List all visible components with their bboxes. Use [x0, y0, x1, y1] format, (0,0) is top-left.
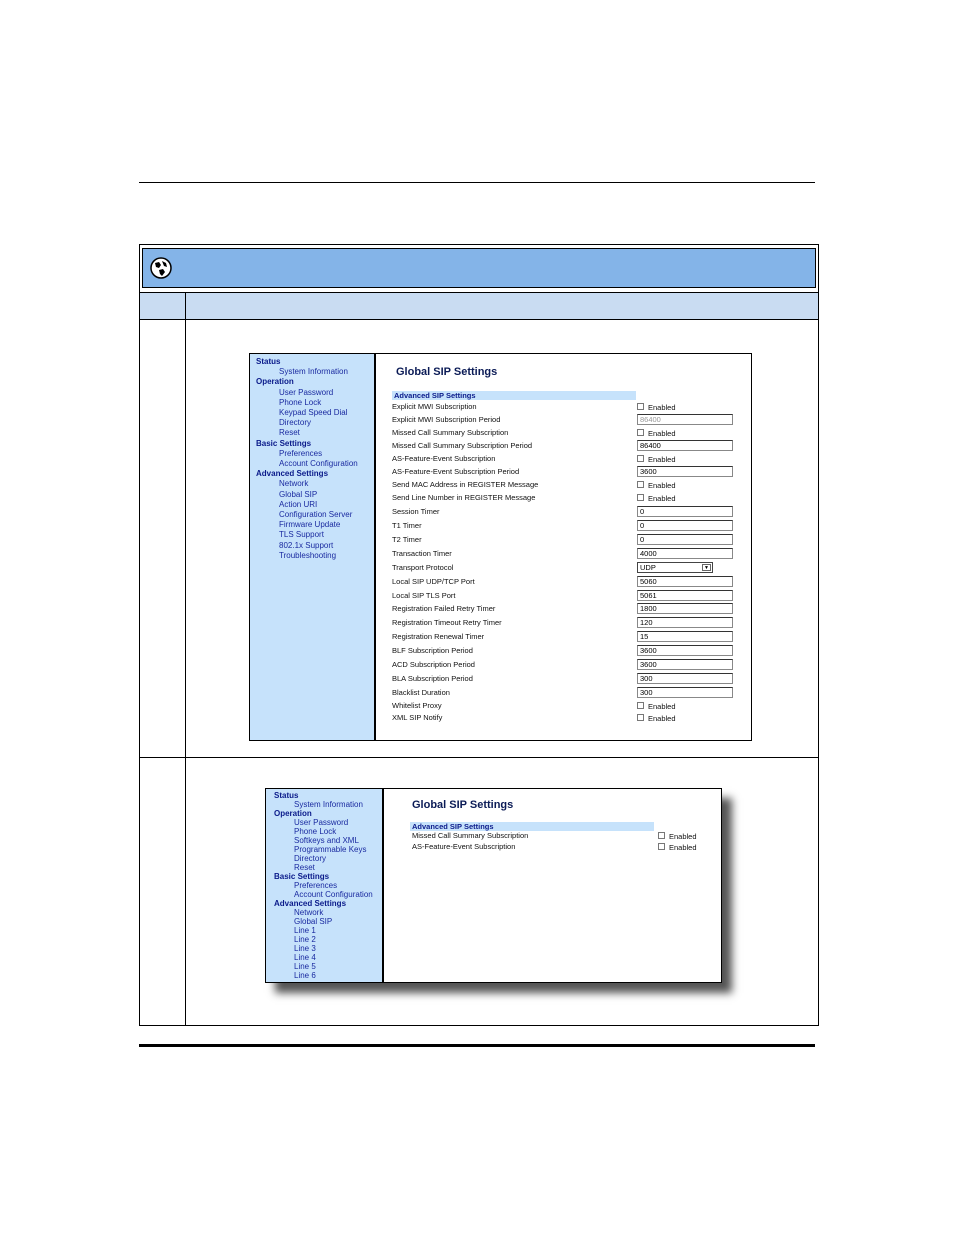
sidebar-item-reset[interactable]: Reset — [279, 428, 300, 438]
label-explicit-mwi-subscription-period: Explicit MWI Subscription Period — [392, 415, 501, 424]
sidebar-item-line-1[interactable]: Line 1 — [294, 926, 316, 935]
sidebar-item-action-uri[interactable]: Action URI — [279, 499, 318, 509]
sidebar-item-directory[interactable]: Directory — [279, 418, 312, 428]
sidebar-section-operation: Operation — [274, 809, 312, 818]
sidebar-item-reset[interactable]: Reset — [294, 863, 315, 872]
label-registration-renewal-timer: Registration Renewal Timer — [392, 632, 485, 641]
sidebar-item-programmable-keys[interactable]: Programmable Keys — [294, 845, 367, 854]
select-transport-protocol[interactable] — [637, 562, 713, 573]
sidebar-item-troubleshooting[interactable]: Troubleshooting — [279, 550, 337, 560]
label-local-sip-tls-port: Local SIP TLS Port — [392, 590, 456, 600]
column-header-row — [140, 292, 818, 320]
checkbox-send-line-number-in-register-message[interactable] — [637, 494, 644, 501]
table-header-band — [142, 248, 816, 288]
label-t2-timer: T2 Timer — [392, 534, 422, 544]
checkbox-label: Enabled — [669, 832, 697, 841]
input-t2-timer[interactable]: 0 — [637, 534, 733, 545]
input-registration-timeout-retry-timer[interactable]: 120 — [637, 617, 733, 628]
checkbox-label: Enabled — [669, 843, 697, 852]
checkbox-as-feature-event-subscription[interactable] — [637, 455, 644, 462]
sidebar-item-phone-lock[interactable]: Phone Lock — [294, 827, 337, 836]
label-registration-failed-retry-timer: Registration Failed Retry Timer — [392, 604, 496, 613]
sidebar-section-basic-settings: Basic Settings — [274, 872, 330, 881]
checkbox-xml-sip-notify[interactable] — [637, 714, 644, 721]
checkbox-label: Enabled — [648, 403, 676, 412]
sidebar-item-configuration-server[interactable]: Configuration Server — [279, 510, 353, 519]
row-divider — [140, 757, 818, 758]
input-registration-renewal-timer[interactable]: 15 — [637, 631, 733, 642]
sidebar-item-preferences[interactable]: Preferences — [279, 448, 323, 458]
checkbox-missed-call-summary-subscription[interactable] — [637, 429, 644, 436]
checkbox-as-feature-event-subscription[interactable] — [658, 843, 665, 850]
sidebar-section-advanced-settings: Advanced Settings — [256, 469, 329, 479]
label-whitelist-proxy: Whitelist Proxy — [392, 701, 442, 710]
label-missed-call-summary-subscription: Missed Call Summary Subscription — [412, 831, 529, 840]
checkbox-label: Enabled — [648, 429, 676, 438]
input-t1-timer[interactable]: 0 — [637, 520, 733, 531]
page-title: Global SIP Settings — [396, 366, 498, 378]
checkbox-label: Enabled — [648, 455, 676, 464]
page-title: Global SIP Settings — [412, 799, 514, 811]
sidebar-item-global-sip[interactable]: Global SIP — [279, 489, 318, 499]
sidebar-item-preferences[interactable]: Preferences — [294, 881, 338, 890]
input-local-sip-udp-tcp-port[interactable]: 5060 — [637, 576, 733, 587]
sidebar-item-line-4[interactable]: Line 4 — [294, 953, 316, 962]
input-bla-subscription-period[interactable]: 300 — [637, 673, 733, 684]
input-session-timer[interactable]: 0 — [637, 506, 733, 517]
label-send-line-number-in-register-message: Send Line Number in REGISTER Message — [392, 493, 536, 502]
input-acd-subscription-period[interactable]: 3600 — [637, 659, 733, 670]
sidebar-section-operation: Operation — [256, 377, 294, 387]
screenshot-global-sip-partial — [265, 788, 722, 983]
checkbox-label: Enabled — [648, 481, 676, 490]
settings-panel — [376, 354, 751, 740]
checkbox-label: Enabled — [648, 702, 676, 711]
label-as-feature-event-subscription: AS-Feature-Event Subscription — [392, 454, 496, 463]
sidebar-item-global-sip[interactable]: Global SIP — [294, 917, 333, 926]
sidebar-section-status: Status — [274, 791, 299, 800]
label-session-timer: Session Timer — [392, 506, 440, 516]
sidebar-item-softkeys-and-xml[interactable]: Softkeys and XML — [294, 836, 359, 845]
column-divider — [185, 292, 186, 1026]
input-blf-subscription-period[interactable]: 3600 — [637, 645, 733, 656]
label-blacklist-duration: Blacklist Duration — [392, 688, 450, 697]
sidebar-item-account-configuration[interactable]: Account Configuration — [279, 459, 358, 468]
sidebar-item-line-6[interactable]: Line 6 — [294, 971, 316, 980]
label-transaction-timer: Transaction Timer — [392, 548, 452, 558]
input-transaction-timer[interactable]: 4000 — [637, 548, 733, 559]
sidebar-item-tls-support[interactable]: TLS Support — [279, 530, 324, 540]
input-registration-failed-retry-timer[interactable]: 1800 — [637, 603, 733, 614]
sidebar-nav — [250, 354, 376, 740]
checkbox-whitelist-proxy[interactable] — [637, 702, 644, 709]
input-explicit-mwi-subscription-period: 86400 — [637, 414, 733, 425]
sidebar-item-phone-lock[interactable]: Phone Lock — [279, 397, 322, 407]
sidebar-section-advanced-settings: Advanced Settings — [274, 899, 347, 908]
input-missed-call-summary-subscription-period[interactable]: 86400 — [637, 440, 733, 451]
input-blacklist-duration[interactable]: 300 — [637, 687, 733, 698]
sidebar-nav — [266, 789, 384, 982]
sidebar-item-system-information[interactable]: System Information — [279, 367, 348, 377]
bottom-rule — [139, 1044, 815, 1047]
sidebar-item-802-1x-support[interactable]: 802.1x Support — [279, 540, 334, 550]
checkbox-explicit-mwi-subscription[interactable] — [637, 403, 644, 410]
sidebar-item-line-2[interactable]: Line 2 — [294, 935, 316, 944]
label-missed-call-summary-subscription-period: Missed Call Summary Subscription Period — [392, 441, 533, 450]
label-local-sip-udp-tcp-port: Local SIP UDP/TCP Port — [392, 576, 475, 586]
label-xml-sip-notify: XML SIP Notify — [392, 713, 443, 722]
sidebar-section-basic-settings: Basic Settings — [256, 438, 312, 448]
top-rule — [139, 182, 815, 183]
sidebar-item-directory[interactable]: Directory — [294, 854, 327, 863]
label-blf-subscription-period: BLF Subscription Period — [392, 646, 473, 655]
sidebar-item-user-password[interactable]: User Password — [294, 818, 349, 827]
label-registration-timeout-retry-timer: Registration Timeout Retry Timer — [392, 618, 502, 627]
label-explicit-mwi-subscription: Explicit MWI Subscription — [392, 402, 477, 411]
label-bla-subscription-period: BLA Subscription Period — [392, 674, 473, 683]
select-value: UDP — [640, 562, 656, 572]
sidebar-item-firmware-update[interactable]: Firmware Update — [279, 520, 341, 530]
globe-icon — [150, 257, 172, 279]
label-as-feature-event-subscription: AS-Feature-Event Subscription — [412, 842, 516, 851]
sidebar-item-line-3[interactable]: Line 3 — [294, 944, 316, 953]
input-as-feature-event-subscription-period[interactable]: 3600 — [637, 466, 733, 477]
sidebar-item-user-password[interactable]: User Password — [279, 387, 334, 397]
screenshot-global-sip-full — [249, 353, 752, 741]
checkbox-label: Enabled — [648, 714, 676, 723]
label-send-mac-address-in-register-message: Send MAC Address in REGISTER Message — [392, 480, 539, 489]
checkbox-label: Enabled — [648, 494, 676, 503]
sidebar-item-keypad-speed-dial[interactable]: Keypad Speed Dial — [279, 408, 348, 417]
label-transport-protocol: Transport Protocol — [392, 562, 454, 572]
section-header: Advanced SIP Settings — [392, 391, 636, 400]
sidebar-item-system-information[interactable]: System Information — [294, 800, 363, 809]
label-missed-call-summary-subscription: Missed Call Summary Subscription — [392, 428, 509, 437]
settings-panel — [384, 789, 721, 982]
label-acd-subscription-period: ACD Subscription Period — [392, 660, 475, 669]
label-as-feature-event-subscription-period: AS-Feature-Event Subscription Period — [392, 467, 520, 476]
section-header: Advanced SIP Settings — [410, 822, 654, 831]
input-local-sip-tls-port[interactable]: 5061 — [637, 590, 733, 601]
chevron-down-icon[interactable]: ▼ — [702, 564, 711, 571]
sidebar-item-line-5[interactable]: Line 5 — [294, 962, 316, 971]
label-t1-timer: T1 Timer — [392, 520, 422, 530]
sidebar-item-network[interactable]: Network — [294, 908, 324, 917]
sidebar-item-account-configuration[interactable]: Account Configuration — [294, 890, 373, 899]
sidebar-section-status: Status — [256, 357, 281, 366]
checkbox-send-mac-address-in-register-message[interactable] — [637, 481, 644, 488]
sidebar-item-network[interactable]: Network — [279, 479, 309, 489]
checkbox-missed-call-summary-subscription[interactable] — [658, 832, 665, 839]
